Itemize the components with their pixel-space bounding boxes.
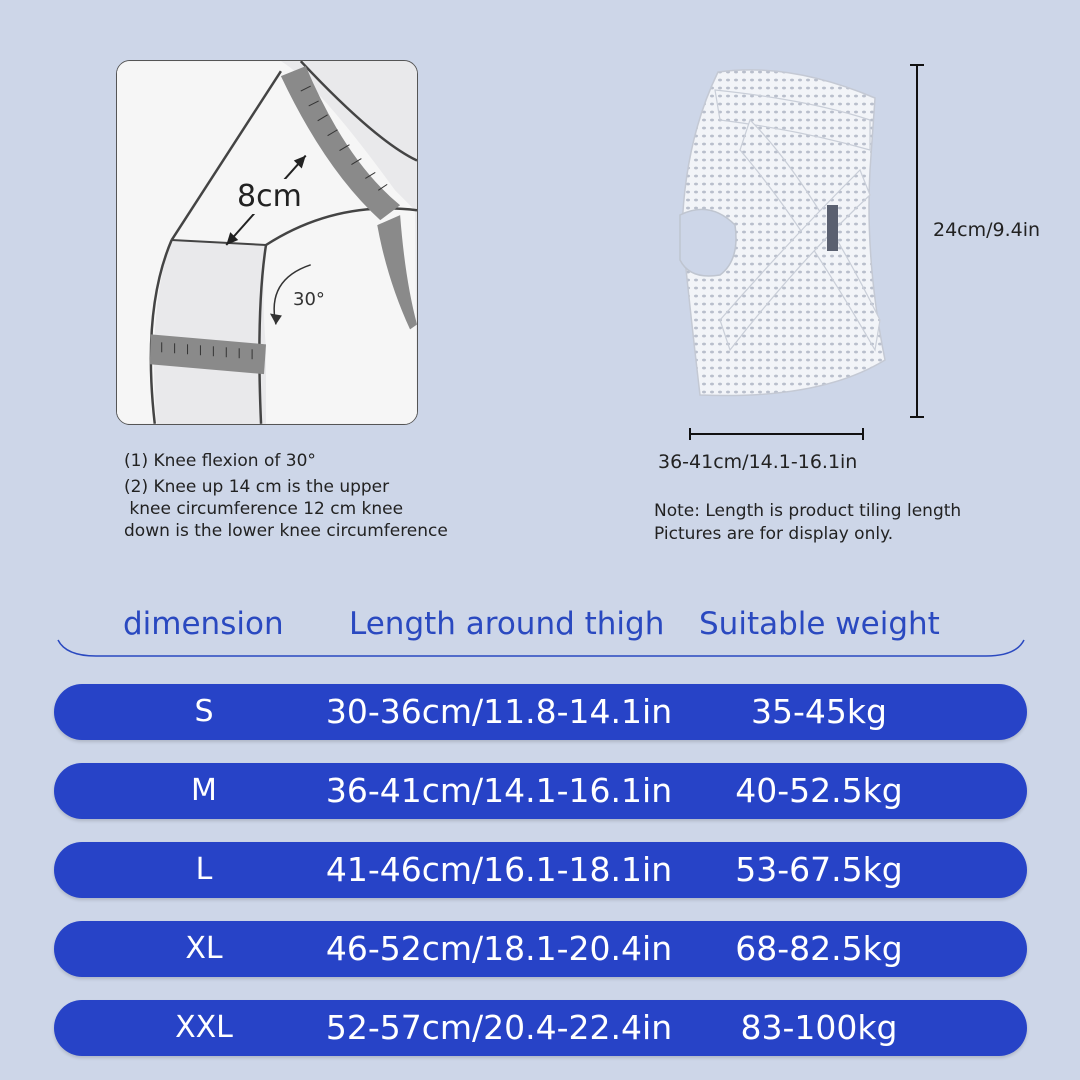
- header-weight: Suitable weight: [699, 606, 940, 642]
- length-cell: 30-36cm/11.8-14.1in: [325, 692, 673, 731]
- size-cell: S: [194, 694, 214, 729]
- measurement-label: 8cm: [237, 179, 302, 214]
- instruction-line: (1) Knee flexion of 30°: [124, 451, 316, 471]
- weight-cell: 68-82.5kg: [735, 929, 903, 968]
- header-underline: [56, 630, 1026, 660]
- header-dimension: dimension: [123, 606, 284, 642]
- table-row: [54, 763, 1027, 819]
- length-cell: 36-41cm/14.1-16.1in: [325, 771, 673, 810]
- note-line: Pictures are for display only.: [654, 524, 894, 544]
- weight-cell: 35-45kg: [751, 692, 887, 731]
- instruction-line: (2) Knee up 14 cm is the upper: [124, 477, 390, 497]
- length-cell: 46-52cm/18.1-20.4in: [325, 929, 673, 968]
- height-dimension-label: 24cm/9.4in: [933, 219, 1041, 241]
- note-line: Note: Length is product tiling length: [654, 501, 962, 521]
- length-cell: 52-57cm/20.4-22.4in: [325, 1008, 673, 1047]
- display-note: [654, 500, 961, 546]
- size-cell: XL: [185, 931, 223, 966]
- weight-cell: 83-100kg: [740, 1008, 898, 1047]
- knee-brace-icon: [660, 60, 940, 440]
- size-cell: XXL: [175, 1010, 233, 1045]
- instruction-line: down is the lower knee circumference: [124, 521, 448, 541]
- table-row: [54, 842, 1027, 898]
- knee-brace-product-image: [660, 60, 940, 440]
- size-cell: M: [191, 773, 217, 808]
- width-dimension-label: 36-41cm/14.1-16.1in: [658, 451, 858, 473]
- angle-label: 30°: [293, 289, 325, 310]
- table-row: [54, 1000, 1027, 1056]
- table-row: [54, 684, 1027, 740]
- size-cell: L: [195, 852, 213, 887]
- weight-cell: 53-67.5kg: [735, 850, 903, 889]
- measurement-instructions: [124, 450, 504, 542]
- instruction-line: knee circumference 12 cm knee: [124, 499, 404, 519]
- header-length: Length around thigh: [349, 606, 665, 642]
- knee-diagram-icon: [117, 61, 417, 424]
- weight-cell: 40-52.5kg: [735, 771, 903, 810]
- length-cell: 41-46cm/16.1-18.1in: [325, 850, 673, 889]
- knee-measurement-illustration: [116, 60, 418, 425]
- table-row: [54, 921, 1027, 977]
